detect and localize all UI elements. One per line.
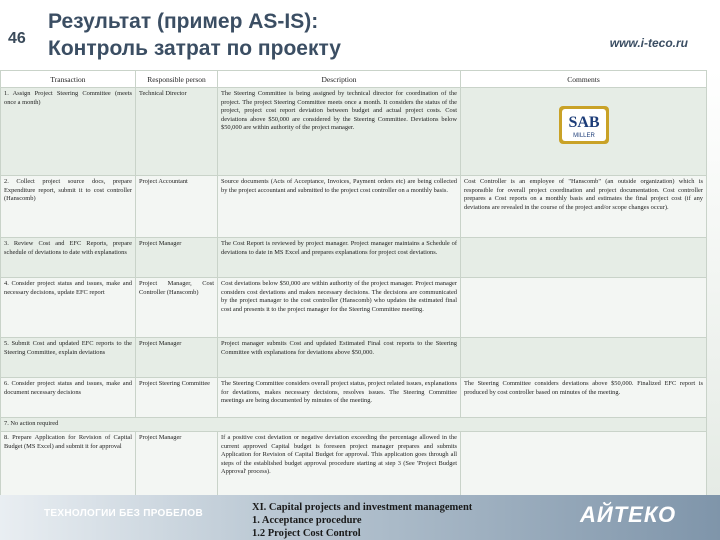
cell-transaction: 1. Assign Project Steering Committee (meets once a month) bbox=[1, 88, 136, 176]
website-url[interactable]: www.i-teco.ru bbox=[609, 36, 688, 50]
cell-comments: Cost Controller is an employee of "Hanscomb" (an outside organization) which is responsible for overall project coordination and project documentation. Cost controller prepares a Cost reports on a monthly basis and estimates the final project cost (if any deviations are revealed in the course of the project and/or scope changes occur). bbox=[461, 176, 707, 238]
cell-person: Project Manager bbox=[136, 238, 218, 278]
cell-transaction: 7. No action required bbox=[1, 418, 707, 432]
table-row bbox=[1, 278, 707, 338]
sab-logo-subtext: MILLER bbox=[572, 133, 595, 139]
cell-description: Cost deviations below $50,000 are within authority of the project manager. Project manager considers cost deviations and makes necessary decisions. The decisions are communicated by the project manager to the cost controller (Hanscomb) who updates the estimated final cost and presents it to the project manager for the Steering Committee meeting. bbox=[218, 278, 461, 338]
process-table-wrap bbox=[0, 70, 706, 496]
table-row bbox=[1, 338, 707, 378]
cell-transaction: 2. Collect project source docs, prepare Expenditure report, submit it to cost controller (Hanscomb) bbox=[1, 176, 136, 238]
cell-transaction: 6. Consider project status and issues, make and document necessary decisions bbox=[1, 378, 136, 418]
cell-description: The Cost Report is reviewed by project manager. Project manager maintains a Schedule of deviations to date in MS Excel and prepares explanations for project cost deviations. bbox=[218, 238, 461, 278]
cell-transaction: 3. Review Cost and EFC Reports, prepare schedule of deviations to date with explanations bbox=[1, 238, 136, 278]
process-table bbox=[0, 70, 707, 496]
table-row bbox=[1, 432, 707, 496]
cell-comments: The Steering Committee considers deviations above $50,000. Finalized EFC report is produced by cost controller based on minutes of the meeting. bbox=[461, 378, 707, 418]
cell-person: Project Manager bbox=[136, 432, 218, 496]
cell-comments bbox=[461, 432, 707, 496]
cell-transaction: 8. Prepare Application for Revision of Capital Budget (MS Excel) and submit it for approval bbox=[1, 432, 136, 496]
cell-person: Project Steering Committee bbox=[136, 378, 218, 418]
title-line-1: Результат (пример AS-IS): bbox=[48, 10, 319, 33]
header-responsible-person: Responsible person bbox=[136, 71, 218, 88]
footer-line-2: 1. Acceptance procedure bbox=[252, 515, 362, 526]
footer-section-title bbox=[252, 501, 472, 540]
cell-person: Technical Director bbox=[136, 88, 218, 176]
cell-comments bbox=[461, 238, 707, 278]
table-row bbox=[1, 88, 707, 176]
table-row bbox=[1, 418, 707, 432]
sab-miller-logo bbox=[559, 106, 609, 144]
footer-line-3: 1.2 Project Cost Control bbox=[252, 528, 361, 539]
cell-person: Project Manager bbox=[136, 338, 218, 378]
cell-transaction: 4. Consider project status and issues, make and necessary decisions, update EFC report bbox=[1, 278, 136, 338]
cell-description: Project manager submits Cost and updated Estimated Final cost reports to the Steering Committee with explanations for deviations above $50,000. bbox=[218, 338, 461, 378]
header-comments: Comments bbox=[461, 71, 707, 88]
brand-logo: АЙТЕКО bbox=[580, 502, 677, 527]
cell-description: The Steering Committee is being assigned by technical director for coordination of the project. The project Steering Committee meets once a month. It considers the status of the project, project cost report deviation between budget and actual project costs. Cost deviations above $50,000 are considered by the Steering Committee. Deviations below $50,000 are within authority of the project manager. bbox=[218, 88, 461, 176]
cell-description: Source documents (Acts of Acceptance, Invoices, Payment orders etc) are being collected by the project accountant and submitted to the project cost controller on a monthly basis. bbox=[218, 176, 461, 238]
cell-person: Project Manager, Cost Controller (Hanscomb) bbox=[136, 278, 218, 338]
sab-logo-text: SAB bbox=[567, 114, 600, 131]
cell-person: Project Accountant bbox=[136, 176, 218, 238]
table-header-row bbox=[1, 71, 707, 88]
cell-comments bbox=[461, 278, 707, 338]
header-description: Description bbox=[218, 71, 461, 88]
cell-comments-logo bbox=[461, 88, 707, 176]
title-line-2: Контроль затрат по проекту bbox=[48, 37, 341, 60]
table-row bbox=[1, 238, 707, 278]
table-row bbox=[1, 176, 707, 238]
footer-line-1: XI. Capital projects and investment management bbox=[252, 502, 473, 513]
footer-slogan: ТЕХНОЛОГИИ БЕЗ ПРОБЕЛОВ bbox=[44, 508, 203, 519]
cell-transaction: 5. Submit Cost and updated EFC reports to the Steering Committee, explain deviations bbox=[1, 338, 136, 378]
right-decor-strip bbox=[706, 70, 720, 495]
cell-description: If a positive cost deviation or negative deviation exceeding the percentage allowed in the current approved Capital budget is foreseen project manager prepares and submits Application for Revision of Capital Budget for approval. This application goes through all steps of the established budget approval procedure starting at step 3 (See 'Project Budget Approval' process). bbox=[218, 432, 461, 496]
page-title bbox=[48, 8, 478, 62]
table-row bbox=[1, 378, 707, 418]
slide-number: 46 bbox=[8, 30, 26, 47]
cell-description: The Steering Committee considers overall project status, project related issues, explanations for deviations, makes necessary decisions, resolves issues. The Steering Committee meetings are being documented by minutes of the meeting. bbox=[218, 378, 461, 418]
cell-comments bbox=[461, 338, 707, 378]
header-transaction: Transaction bbox=[1, 71, 136, 88]
